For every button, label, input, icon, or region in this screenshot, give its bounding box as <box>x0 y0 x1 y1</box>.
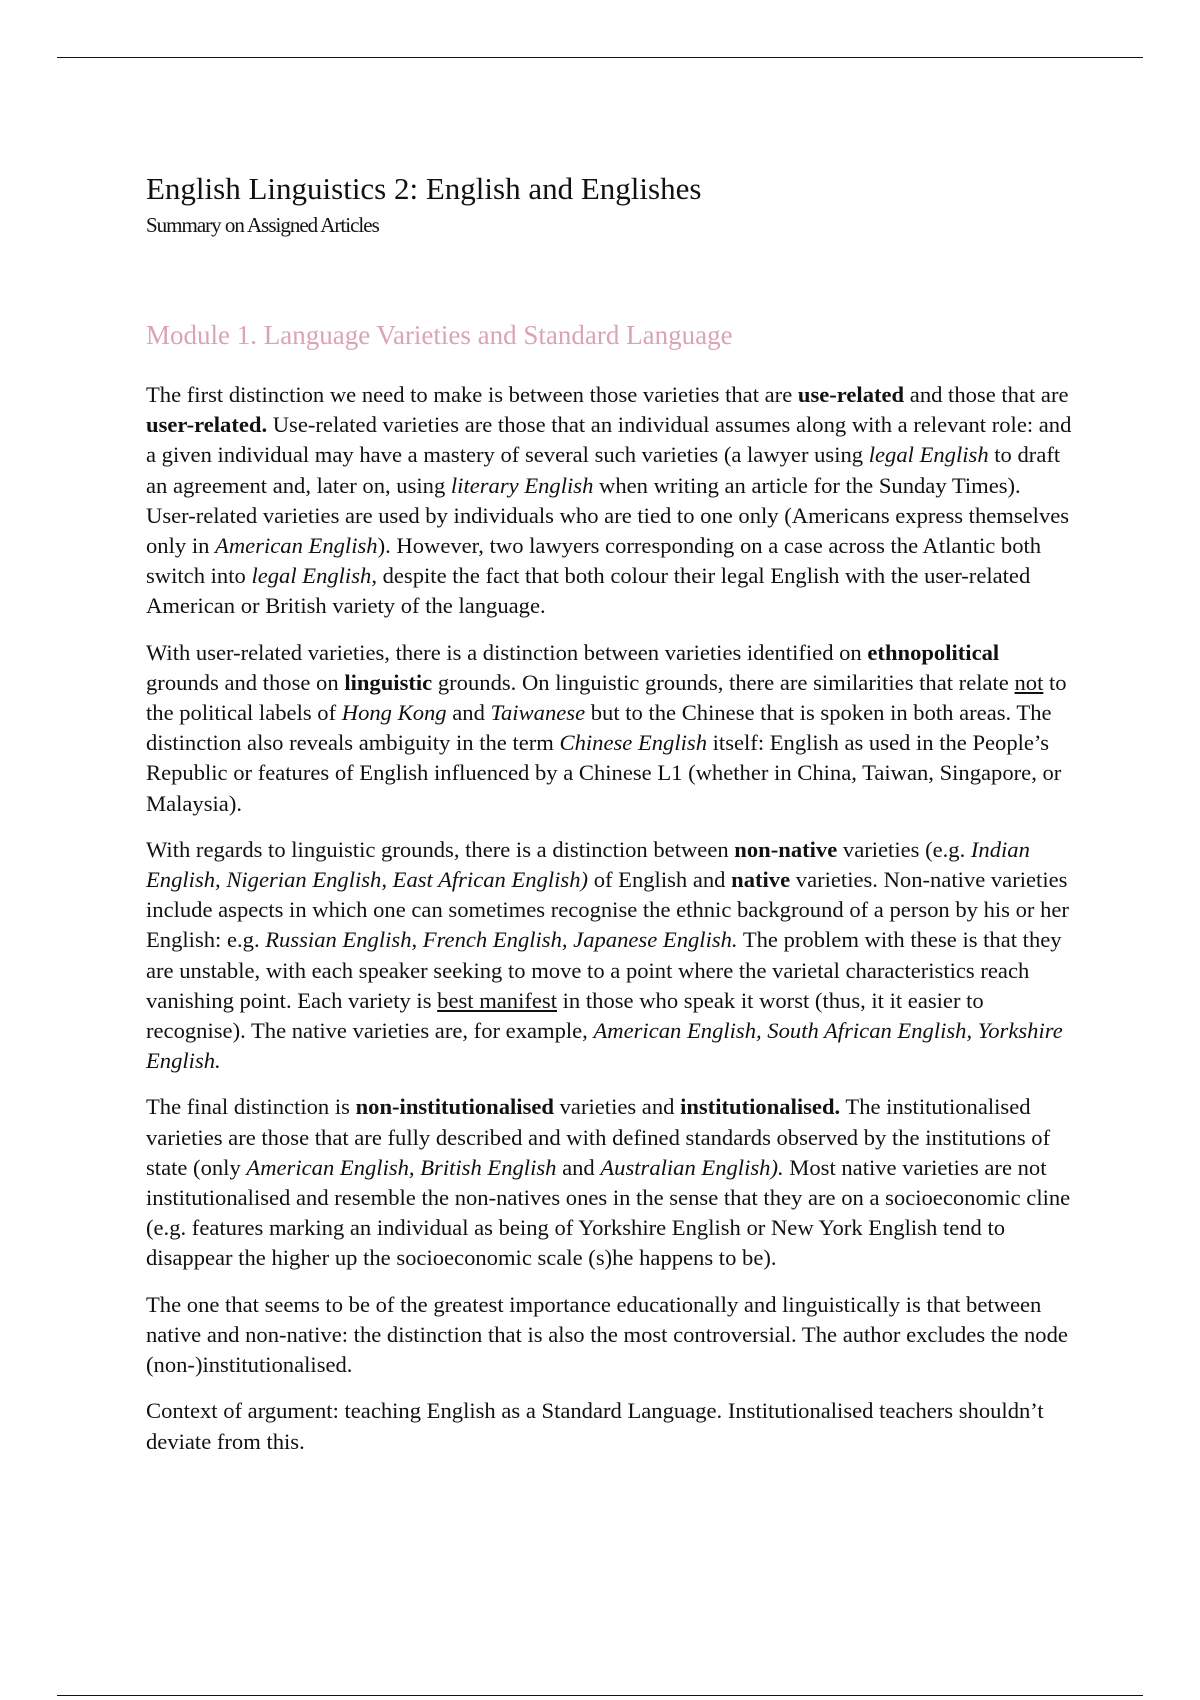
paragraph-context-of-argument <box>146 1396 1076 1456</box>
text-run: The problem with these is that they are unstable, with each speaker seeking to move to a point where the varietal characteristics reach vanishing point. Each variety is <box>146 927 1062 1013</box>
bold-term: ethnopolitical <box>867 639 1000 665</box>
text-run: grounds. On linguistic grounds, there are similarities that relate <box>432 669 1015 695</box>
text-run: but to the Chinese that is spoken in both areas. The distinction also reveals ambiguity in the term <box>146 700 1052 756</box>
paragraph-ethnopolitical-linguistic <box>146 638 1076 819</box>
italic-term: literary English <box>450 472 594 498</box>
italic-term: legal English <box>251 563 372 589</box>
text-run: With user-related varieties, there is a distinction between varieties identified on <box>146 639 868 665</box>
text-run: varieties (e.g. <box>837 836 971 862</box>
text-run: and <box>556 1154 601 1180</box>
text-run: grounds and those on <box>146 669 345 695</box>
text-run: in those who speak it worst (thus, it it easier to recognise). The native varieties are, for example, <box>146 987 984 1044</box>
text-run: ). However, two lawyers corresponding on a case across the Atlantic both switch into <box>146 533 1042 589</box>
bottom-rule <box>57 1695 1143 1696</box>
text-run: varieties and <box>553 1094 681 1120</box>
paragraph-use-user-related <box>146 380 1076 622</box>
italic-term: Chinese English <box>559 730 707 756</box>
bold-term: linguistic <box>344 669 433 695</box>
bold-term: non-institutionalised <box>355 1094 554 1120</box>
text-run: to draft an agreement and, later on, using <box>146 442 1061 498</box>
italic-term: American English <box>215 533 378 559</box>
italic-term: Australian English). <box>600 1154 784 1180</box>
italic-term: Hong Kong <box>341 700 447 726</box>
bold-term: use-related <box>797 382 905 407</box>
underlined-term: not <box>1014 669 1044 695</box>
text-run: Most native varieties are not institutionalised and resemble the non-natives ones in the sense that they are on a socioeconomic cline (e.g. features marking an individual as being of Yorkshire English or New York English tend to disappear the higher up the socioeconomic scale (s)he happens to be). <box>146 1154 1071 1271</box>
text-run: itself: English as used in the People’s Republic or features of English influenced by a Chinese L1 (whether in China, Taiwan, Singapore, or Malaysia). <box>146 730 1062 816</box>
bold-term: native <box>731 867 791 893</box>
text-run: of English and <box>588 867 732 893</box>
italic-term: legal English <box>868 442 989 468</box>
text-run: The institutionalised varieties are those that are fully described and with defined standards observed by the institutions of state (only <box>146 1094 1051 1180</box>
text-run: Use-related varieties are those that an individual assumes along with a relevant role: and a given individual may have a mastery of several such varieties (a lawyer using <box>146 412 1072 468</box>
italic-term: Indian English, Nigerian English, East African English) <box>146 836 1030 893</box>
text-run: With regards to linguistic grounds, there is a distinction between <box>146 836 735 862</box>
bold-term: user-related. <box>146 412 268 438</box>
underlined-term: best manifest <box>437 987 557 1013</box>
paragraph-institutionalised <box>146 1092 1076 1273</box>
text-run: , despite the fact that both colour their legal English with the user-related American or British variety of the language. <box>146 563 1031 619</box>
text-run: The one that seems to be of the greatest importance educationally and linguistically is that between native and non-native: the distinction that is also the most controversial. The author excludes the node (non-)institutionalised. <box>146 1291 1068 1378</box>
document-title: English Linguistics 2: English and Englishes <box>146 171 702 206</box>
italic-term: American English, South African English, Yorkshire English. <box>146 1018 1063 1074</box>
document-body <box>146 380 1076 1473</box>
paragraph-greatest-importance <box>146 1290 1076 1381</box>
module-heading: Module 1. Language Varieties and Standard Language <box>146 320 733 350</box>
text-run: Context of argument: teaching English as a Standard Language. Institutionalised teachers shouldn’t deviate from this. <box>146 1398 1044 1454</box>
text-run: varieties. Non-native varieties include aspects in which one can sometimes recognise the ethnic background of a person by his or her English: e.g. <box>146 867 1069 953</box>
bold-term: non-native <box>734 836 838 862</box>
text-run: and those that are <box>904 382 1069 407</box>
text-run: The final distinction is <box>146 1094 356 1120</box>
text-run: and <box>446 700 491 726</box>
italic-term: Russian English, French English, Japanese English. <box>265 927 738 953</box>
text-run: The first distinction we need to make is between those varieties that are <box>146 382 798 407</box>
bold-term: institutionalised. <box>680 1094 841 1120</box>
italic-term: Taiwanese <box>490 700 586 726</box>
text-run: when writing an article for the Sunday Times). User-related varieties are used by individuals who are tied to one only (Americans express themselves only in <box>146 472 1070 559</box>
paragraph-native-non-native <box>146 835 1076 1077</box>
document-subtitle: Summary on Assigned Articles <box>146 213 379 237</box>
text-run: to the political labels of <box>146 669 1067 726</box>
italic-term: American English, British English <box>246 1154 557 1180</box>
top-rule <box>57 57 1143 58</box>
